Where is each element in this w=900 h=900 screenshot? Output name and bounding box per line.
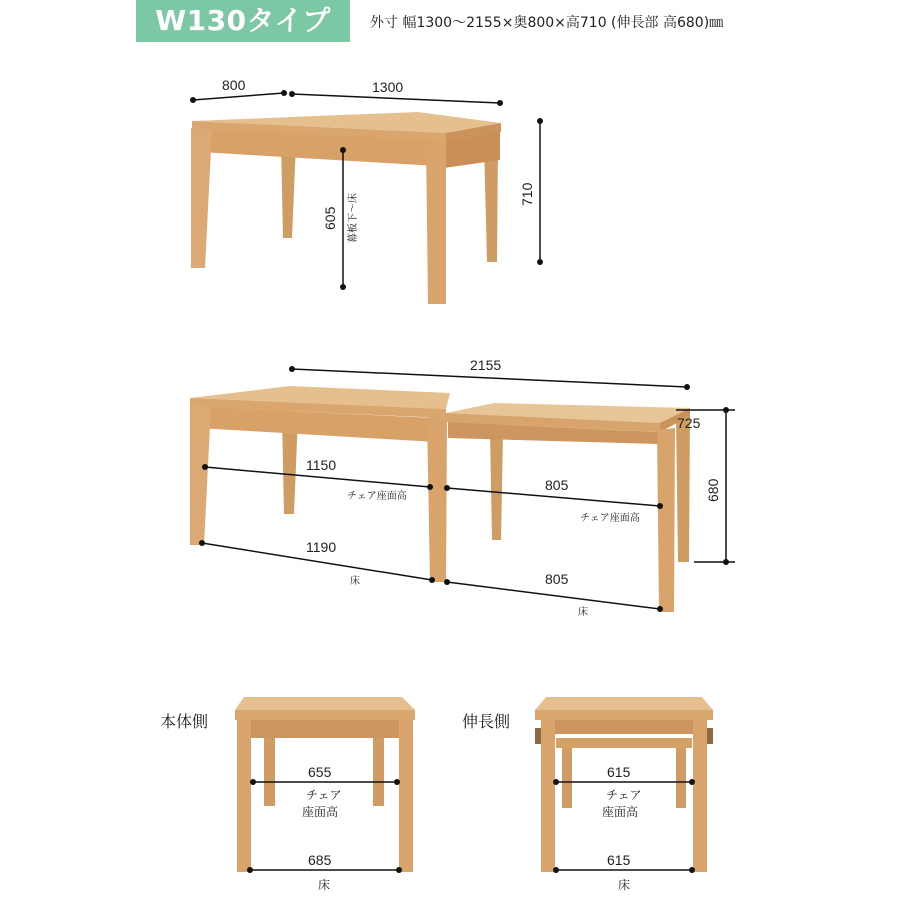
body-side-table bbox=[235, 697, 415, 872]
body-side-back-leg-left bbox=[264, 738, 275, 806]
ext-height-top-label: 725 bbox=[677, 415, 701, 431]
body-chair-caption-1: チェア bbox=[306, 788, 342, 802]
ext-front-leg bbox=[657, 428, 675, 612]
ext-floor-caption-side: 床 bbox=[618, 878, 631, 892]
ext-side-apron bbox=[548, 720, 700, 734]
main-floor-dimension-label: 1190 bbox=[306, 539, 337, 555]
main-front-leg-left bbox=[190, 405, 211, 545]
width-dimension-line bbox=[292, 94, 500, 103]
type-badge: W130タイプ bbox=[136, 0, 350, 42]
total-width-dimension-label: 2155 bbox=[470, 357, 502, 373]
body-side-leg-right bbox=[399, 720, 413, 872]
ext-chair-dimension-label-side: 615 bbox=[607, 764, 631, 780]
ext-chair-dimension-label: 805 bbox=[545, 477, 569, 493]
ext-floor-dimension-label-side: 615 bbox=[607, 852, 631, 868]
depth-dimension-label: 800 bbox=[222, 77, 246, 93]
ext-side-rail bbox=[556, 738, 692, 748]
body-side-title: 本体側 bbox=[160, 712, 209, 731]
height-dimension-label: 710 bbox=[519, 182, 535, 206]
body-side-leg-left bbox=[237, 720, 251, 872]
depth-dimension-line bbox=[193, 93, 284, 100]
body-side-back-leg-right bbox=[373, 738, 384, 806]
ext-side-back-leg-right bbox=[676, 748, 686, 808]
body-chair-caption-2: 座面高 bbox=[302, 805, 339, 819]
width-dimension-label: 1300 bbox=[372, 79, 404, 95]
main-floor-caption: 床 bbox=[350, 576, 360, 587]
body-side-top bbox=[235, 697, 415, 710]
ext-back-leg-left bbox=[490, 432, 503, 540]
body-floor-caption: 床 bbox=[318, 878, 331, 892]
table-front-leg-right bbox=[426, 140, 446, 304]
ext-chair-caption: チェア座面高 bbox=[580, 513, 640, 524]
body-chair-dimension-label: 655 bbox=[308, 764, 332, 780]
table-front-leg-left bbox=[191, 128, 212, 268]
ext-height-dimension-label: 680 bbox=[705, 478, 721, 502]
under-top-dimension-label: 605 bbox=[322, 206, 338, 230]
body-side-apron bbox=[249, 720, 399, 738]
ext-side-leg-right bbox=[693, 720, 707, 872]
main-chair-caption: チェア座面高 bbox=[347, 491, 407, 502]
ext-side-table bbox=[535, 697, 713, 872]
table-closed bbox=[191, 112, 501, 304]
dimension-spec: 外寸 幅1300〜2155×奥800×高710 (伸長部 高680)㎜ bbox=[370, 15, 724, 31]
main-front-leg-right bbox=[427, 417, 447, 582]
ext-floor-caption: 床 bbox=[578, 607, 588, 618]
ext-side-bracket-left bbox=[535, 728, 541, 744]
main-chair-dimension-label: 1150 bbox=[306, 457, 337, 473]
ext-floor-dimension-label: 805 bbox=[545, 571, 569, 587]
ext-side-top bbox=[535, 697, 713, 710]
ext-side-back-leg-left bbox=[562, 748, 572, 808]
ext-chair-caption-1: チェア bbox=[606, 788, 642, 802]
body-floor-dimension-label: 685 bbox=[308, 852, 332, 868]
ext-back-leg-right bbox=[676, 410, 690, 562]
body-side-top-edge bbox=[235, 710, 415, 720]
table-extended bbox=[190, 386, 690, 612]
ext-side-top-edge bbox=[535, 710, 713, 720]
under-top-caption: 幕板下〜床 bbox=[348, 193, 359, 243]
ext-chair-caption-2: 座面高 bbox=[602, 805, 639, 819]
ext-side-bracket-right bbox=[707, 728, 713, 744]
ext-side-title: 伸長側 bbox=[462, 712, 511, 731]
ext-side-leg-left bbox=[541, 720, 555, 872]
